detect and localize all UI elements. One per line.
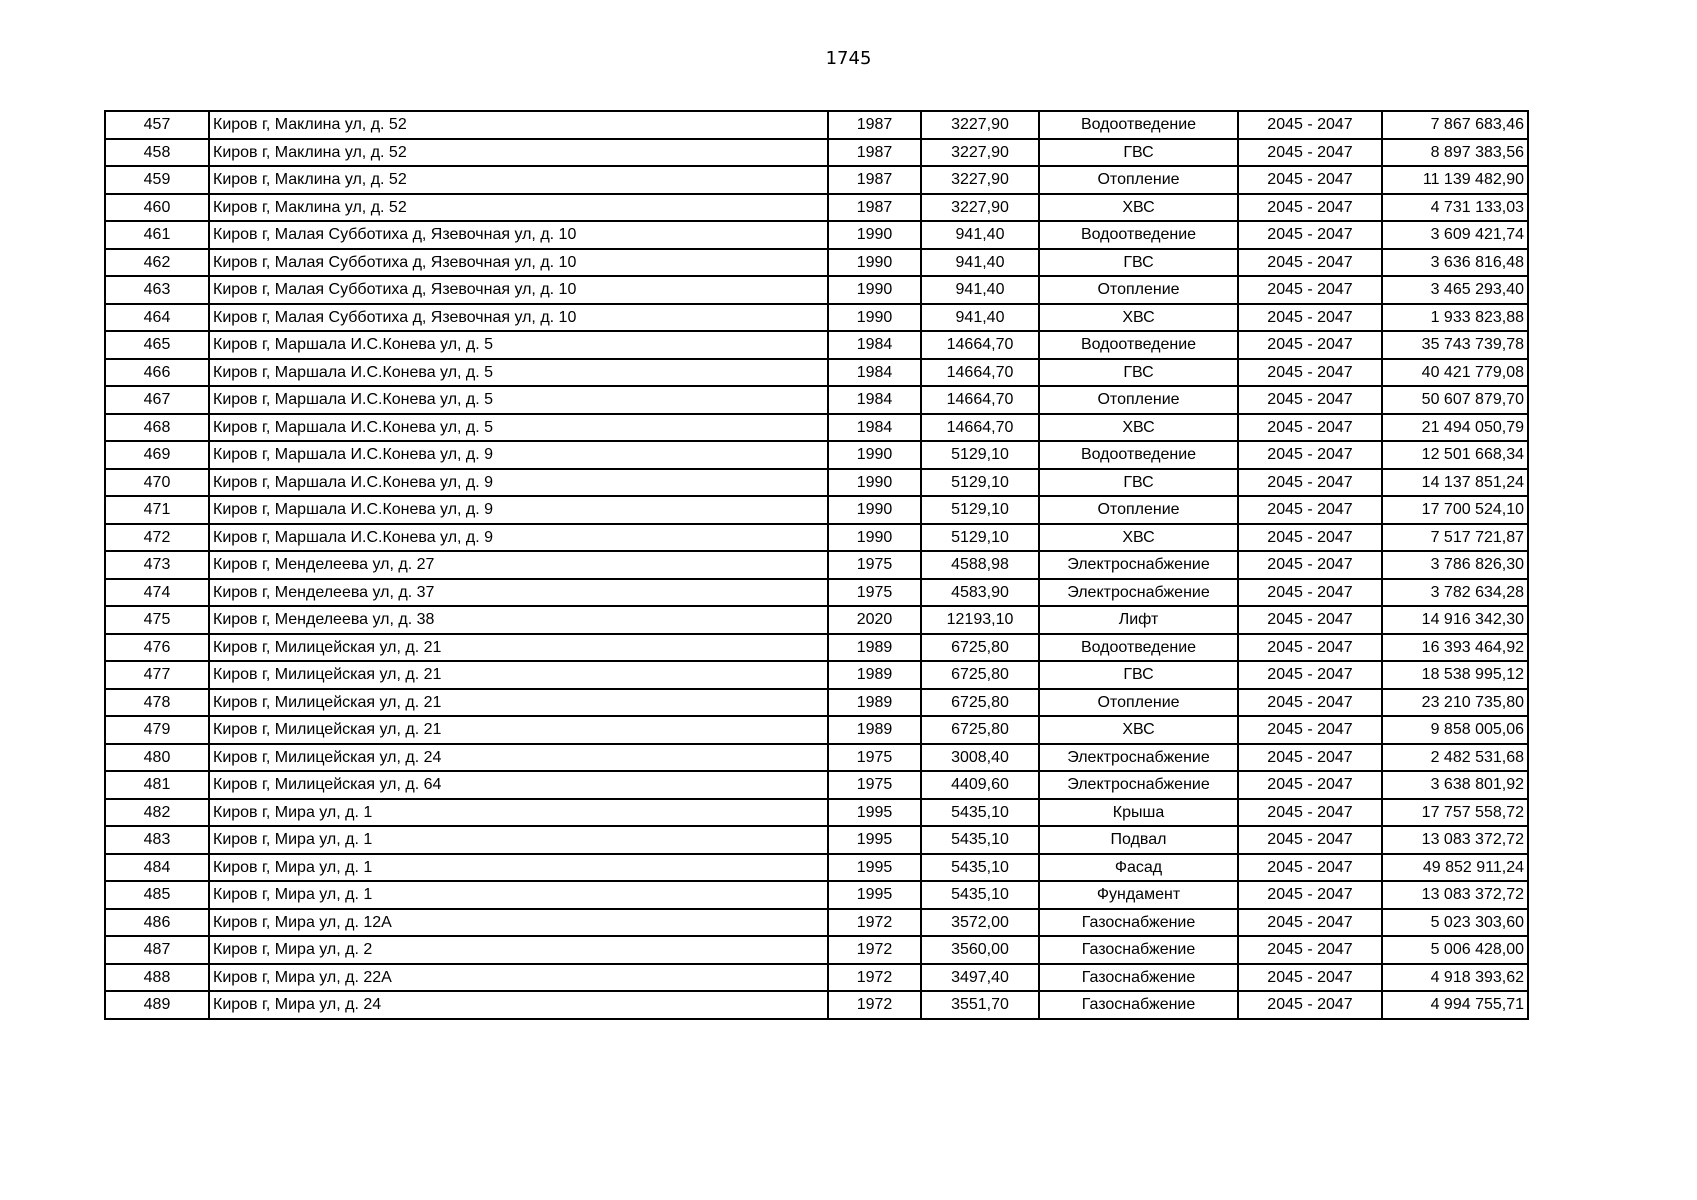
row-number-cell: 468	[105, 414, 209, 442]
address-cell: Киров г, Маклина ул, д. 52	[209, 111, 828, 139]
cost-cell: 16 393 464,92	[1382, 634, 1528, 662]
year-cell: 1995	[828, 881, 921, 909]
work-type-cell: ГВС	[1039, 661, 1238, 689]
area-cell: 14664,70	[921, 331, 1039, 359]
cost-cell: 5 006 428,00	[1382, 936, 1528, 964]
address-cell: Киров г, Маршала И.С.Конева ул, д. 9	[209, 524, 828, 552]
row-number-cell: 469	[105, 441, 209, 469]
table-row	[105, 771, 1528, 799]
period-cell: 2045 - 2047	[1238, 634, 1382, 662]
period-cell: 2045 - 2047	[1238, 936, 1382, 964]
row-number-cell: 487	[105, 936, 209, 964]
work-type-cell: Отопление	[1039, 386, 1238, 414]
year-cell: 1990	[828, 441, 921, 469]
area-cell: 14664,70	[921, 359, 1039, 387]
row-number-cell: 480	[105, 744, 209, 772]
work-type-cell: Фасад	[1039, 854, 1238, 882]
address-cell: Киров г, Мира ул, д. 22А	[209, 964, 828, 992]
area-cell: 3227,90	[921, 111, 1039, 139]
cost-cell: 3 609 421,74	[1382, 221, 1528, 249]
work-type-cell: Газоснабжение	[1039, 964, 1238, 992]
address-cell: Киров г, Маршала И.С.Конева ул, д. 9	[209, 496, 828, 524]
period-cell: 2045 - 2047	[1238, 441, 1382, 469]
row-number-cell: 483	[105, 826, 209, 854]
address-cell: Киров г, Маршала И.С.Конева ул, д. 9	[209, 441, 828, 469]
table-row	[105, 221, 1528, 249]
row-number-cell: 484	[105, 854, 209, 882]
address-cell: Киров г, Маршала И.С.Конева ул, д. 5	[209, 386, 828, 414]
cost-cell: 4 994 755,71	[1382, 991, 1528, 1019]
table-row	[105, 111, 1528, 139]
address-cell: Киров г, Маклина ул, д. 52	[209, 166, 828, 194]
work-type-cell: ГВС	[1039, 469, 1238, 497]
row-number-cell: 464	[105, 304, 209, 332]
cost-cell: 3 465 293,40	[1382, 276, 1528, 304]
period-cell: 2045 - 2047	[1238, 194, 1382, 222]
table-row	[105, 139, 1528, 167]
row-number-cell: 467	[105, 386, 209, 414]
address-cell: Киров г, Милицейская ул, д. 64	[209, 771, 828, 799]
cost-cell: 17 757 558,72	[1382, 799, 1528, 827]
year-cell: 2020	[828, 606, 921, 634]
area-cell: 5435,10	[921, 799, 1039, 827]
period-cell: 2045 - 2047	[1238, 469, 1382, 497]
area-cell: 5435,10	[921, 881, 1039, 909]
cost-cell: 4 918 393,62	[1382, 964, 1528, 992]
work-type-cell: Водоотведение	[1039, 634, 1238, 662]
year-cell: 1987	[828, 139, 921, 167]
table-row	[105, 634, 1528, 662]
work-type-cell: ХВС	[1039, 716, 1238, 744]
table-row	[105, 716, 1528, 744]
work-type-cell: Газоснабжение	[1039, 936, 1238, 964]
period-cell: 2045 - 2047	[1238, 304, 1382, 332]
area-cell: 4583,90	[921, 579, 1039, 607]
area-cell: 14664,70	[921, 414, 1039, 442]
area-cell: 6725,80	[921, 634, 1039, 662]
year-cell: 1989	[828, 634, 921, 662]
row-number-cell: 458	[105, 139, 209, 167]
cost-cell: 21 494 050,79	[1382, 414, 1528, 442]
work-type-cell: Фундамент	[1039, 881, 1238, 909]
area-cell: 5129,10	[921, 496, 1039, 524]
table-row	[105, 909, 1528, 937]
period-cell: 2045 - 2047	[1238, 276, 1382, 304]
area-cell: 3551,70	[921, 991, 1039, 1019]
year-cell: 1995	[828, 799, 921, 827]
year-cell: 1987	[828, 111, 921, 139]
period-cell: 2045 - 2047	[1238, 716, 1382, 744]
year-cell: 1972	[828, 964, 921, 992]
table-row	[105, 276, 1528, 304]
year-cell: 1975	[828, 771, 921, 799]
work-type-cell: Электроснабжение	[1039, 551, 1238, 579]
cost-cell: 11 139 482,90	[1382, 166, 1528, 194]
year-cell: 1990	[828, 469, 921, 497]
cost-cell: 3 782 634,28	[1382, 579, 1528, 607]
registry-table	[104, 110, 1529, 1020]
address-cell: Киров г, Мира ул, д. 1	[209, 854, 828, 882]
year-cell: 1972	[828, 936, 921, 964]
work-type-cell: Водоотведение	[1039, 331, 1238, 359]
period-cell: 2045 - 2047	[1238, 551, 1382, 579]
address-cell: Киров г, Малая Субботиха д, Язевочная ул, д. 10	[209, 304, 828, 332]
area-cell: 3227,90	[921, 139, 1039, 167]
year-cell: 1990	[828, 524, 921, 552]
year-cell: 1989	[828, 661, 921, 689]
row-number-cell: 478	[105, 689, 209, 717]
address-cell: Киров г, Маршала И.С.Конева ул, д. 5	[209, 414, 828, 442]
year-cell: 1989	[828, 716, 921, 744]
work-type-cell: ХВС	[1039, 194, 1238, 222]
address-cell: Киров г, Мира ул, д. 1	[209, 881, 828, 909]
page-number: 1745	[825, 48, 872, 69]
address-cell: Киров г, Мира ул, д. 12А	[209, 909, 828, 937]
area-cell: 5129,10	[921, 469, 1039, 497]
work-type-cell: Электроснабжение	[1039, 771, 1238, 799]
area-cell: 3497,40	[921, 964, 1039, 992]
year-cell: 1975	[828, 579, 921, 607]
year-cell: 1990	[828, 496, 921, 524]
cost-cell: 14 916 342,30	[1382, 606, 1528, 634]
period-cell: 2045 - 2047	[1238, 854, 1382, 882]
year-cell: 1987	[828, 166, 921, 194]
area-cell: 941,40	[921, 249, 1039, 277]
period-cell: 2045 - 2047	[1238, 606, 1382, 634]
table-row	[105, 331, 1528, 359]
cost-cell: 1 933 823,88	[1382, 304, 1528, 332]
table-row	[105, 661, 1528, 689]
cost-cell: 4 731 133,03	[1382, 194, 1528, 222]
address-cell: Киров г, Милицейская ул, д. 21	[209, 661, 828, 689]
period-cell: 2045 - 2047	[1238, 331, 1382, 359]
address-cell: Киров г, Малая Субботиха д, Язевочная ул, д. 10	[209, 249, 828, 277]
table-row	[105, 551, 1528, 579]
address-cell: Киров г, Маршала И.С.Конева ул, д. 5	[209, 359, 828, 387]
period-cell: 2045 - 2047	[1238, 799, 1382, 827]
period-cell: 2045 - 2047	[1238, 524, 1382, 552]
area-cell: 5435,10	[921, 826, 1039, 854]
year-cell: 1990	[828, 221, 921, 249]
address-cell: Киров г, Менделеева ул, д. 37	[209, 579, 828, 607]
area-cell: 12193,10	[921, 606, 1039, 634]
area-cell: 3227,90	[921, 166, 1039, 194]
row-number-cell: 479	[105, 716, 209, 744]
work-type-cell: Отопление	[1039, 166, 1238, 194]
period-cell: 2045 - 2047	[1238, 579, 1382, 607]
cost-cell: 5 023 303,60	[1382, 909, 1528, 937]
year-cell: 1995	[828, 826, 921, 854]
address-cell: Киров г, Малая Субботиха д, Язевочная ул, д. 10	[209, 221, 828, 249]
row-number-cell: 474	[105, 579, 209, 607]
year-cell: 1972	[828, 991, 921, 1019]
cost-cell: 17 700 524,10	[1382, 496, 1528, 524]
year-cell: 1984	[828, 386, 921, 414]
period-cell: 2045 - 2047	[1238, 249, 1382, 277]
area-cell: 3008,40	[921, 744, 1039, 772]
cost-cell: 35 743 739,78	[1382, 331, 1528, 359]
area-cell: 3572,00	[921, 909, 1039, 937]
period-cell: 2045 - 2047	[1238, 359, 1382, 387]
table-row	[105, 249, 1528, 277]
address-cell: Киров г, Маклина ул, д. 52	[209, 194, 828, 222]
row-number-cell: 486	[105, 909, 209, 937]
period-cell: 2045 - 2047	[1238, 826, 1382, 854]
table-row	[105, 744, 1528, 772]
address-cell: Киров г, Милицейская ул, д. 24	[209, 744, 828, 772]
cost-cell: 13 083 372,72	[1382, 826, 1528, 854]
area-cell: 941,40	[921, 276, 1039, 304]
address-cell: Киров г, Мира ул, д. 1	[209, 799, 828, 827]
address-cell: Киров г, Маршала И.С.Конева ул, д. 9	[209, 469, 828, 497]
year-cell: 1990	[828, 304, 921, 332]
work-type-cell: Водоотведение	[1039, 441, 1238, 469]
work-type-cell: Отопление	[1039, 689, 1238, 717]
row-number-cell: 481	[105, 771, 209, 799]
row-number-cell: 470	[105, 469, 209, 497]
work-type-cell: Крыша	[1039, 799, 1238, 827]
area-cell: 5129,10	[921, 524, 1039, 552]
period-cell: 2045 - 2047	[1238, 111, 1382, 139]
area-cell: 5435,10	[921, 854, 1039, 882]
address-cell: Киров г, Милицейская ул, д. 21	[209, 689, 828, 717]
cost-cell: 3 636 816,48	[1382, 249, 1528, 277]
address-cell: Киров г, Маршала И.С.Конева ул, д. 5	[209, 331, 828, 359]
work-type-cell: Водоотведение	[1039, 111, 1238, 139]
row-number-cell: 477	[105, 661, 209, 689]
work-type-cell: ГВС	[1039, 249, 1238, 277]
table-row	[105, 881, 1528, 909]
table-row	[105, 991, 1528, 1019]
table-row	[105, 606, 1528, 634]
row-number-cell: 476	[105, 634, 209, 662]
work-type-cell: Электроснабжение	[1039, 579, 1238, 607]
year-cell: 1984	[828, 414, 921, 442]
cost-cell: 40 421 779,08	[1382, 359, 1528, 387]
table-row	[105, 524, 1528, 552]
cost-cell: 12 501 668,34	[1382, 441, 1528, 469]
address-cell: Киров г, Мира ул, д. 1	[209, 826, 828, 854]
work-type-cell: Отопление	[1039, 496, 1238, 524]
period-cell: 2045 - 2047	[1238, 386, 1382, 414]
work-type-cell: ГВС	[1039, 139, 1238, 167]
row-number-cell: 463	[105, 276, 209, 304]
address-cell: Киров г, Менделеева ул, д. 27	[209, 551, 828, 579]
work-type-cell: Лифт	[1039, 606, 1238, 634]
row-number-cell: 488	[105, 964, 209, 992]
period-cell: 2045 - 2047	[1238, 166, 1382, 194]
address-cell: Киров г, Менделеева ул, д. 38	[209, 606, 828, 634]
address-cell: Киров г, Милицейская ул, д. 21	[209, 634, 828, 662]
address-cell: Киров г, Мира ул, д. 24	[209, 991, 828, 1019]
period-cell: 2045 - 2047	[1238, 689, 1382, 717]
area-cell: 6725,80	[921, 689, 1039, 717]
year-cell: 1990	[828, 249, 921, 277]
row-number-cell: 462	[105, 249, 209, 277]
table-row	[105, 359, 1528, 387]
period-cell: 2045 - 2047	[1238, 991, 1382, 1019]
cost-cell: 2 482 531,68	[1382, 744, 1528, 772]
work-type-cell: ХВС	[1039, 524, 1238, 552]
area-cell: 6725,80	[921, 716, 1039, 744]
work-type-cell: Электроснабжение	[1039, 744, 1238, 772]
area-cell: 941,40	[921, 221, 1039, 249]
row-number-cell: 482	[105, 799, 209, 827]
year-cell: 1990	[828, 276, 921, 304]
cost-cell: 3 786 826,30	[1382, 551, 1528, 579]
row-number-cell: 472	[105, 524, 209, 552]
period-cell: 2045 - 2047	[1238, 414, 1382, 442]
work-type-cell: Газоснабжение	[1039, 909, 1238, 937]
period-cell: 2045 - 2047	[1238, 661, 1382, 689]
area-cell: 5129,10	[921, 441, 1039, 469]
year-cell: 1972	[828, 909, 921, 937]
row-number-cell: 475	[105, 606, 209, 634]
row-number-cell: 485	[105, 881, 209, 909]
address-cell: Киров г, Мира ул, д. 2	[209, 936, 828, 964]
area-cell: 6725,80	[921, 661, 1039, 689]
table-row	[105, 936, 1528, 964]
year-cell: 1984	[828, 359, 921, 387]
table-row	[105, 469, 1528, 497]
address-cell: Киров г, Милицейская ул, д. 21	[209, 716, 828, 744]
area-cell: 3560,00	[921, 936, 1039, 964]
work-type-cell: ХВС	[1039, 414, 1238, 442]
table-row	[105, 194, 1528, 222]
cost-cell: 8 897 383,56	[1382, 139, 1528, 167]
table-row	[105, 799, 1528, 827]
period-cell: 2045 - 2047	[1238, 221, 1382, 249]
row-number-cell: 465	[105, 331, 209, 359]
cost-cell: 14 137 851,24	[1382, 469, 1528, 497]
work-type-cell: Отопление	[1039, 276, 1238, 304]
work-type-cell: Водоотведение	[1039, 221, 1238, 249]
table-row	[105, 441, 1528, 469]
table-row	[105, 964, 1528, 992]
area-cell: 3227,90	[921, 194, 1039, 222]
row-number-cell: 471	[105, 496, 209, 524]
period-cell: 2045 - 2047	[1238, 909, 1382, 937]
period-cell: 2045 - 2047	[1238, 744, 1382, 772]
table-row	[105, 414, 1528, 442]
row-number-cell: 489	[105, 991, 209, 1019]
table-row	[105, 689, 1528, 717]
cost-cell: 7 517 721,87	[1382, 524, 1528, 552]
area-cell: 14664,70	[921, 386, 1039, 414]
year-cell: 1975	[828, 744, 921, 772]
table-body	[105, 111, 1528, 1019]
period-cell: 2045 - 2047	[1238, 964, 1382, 992]
row-number-cell: 461	[105, 221, 209, 249]
year-cell: 1984	[828, 331, 921, 359]
cost-cell: 49 852 911,24	[1382, 854, 1528, 882]
row-number-cell: 473	[105, 551, 209, 579]
cost-cell: 7 867 683,46	[1382, 111, 1528, 139]
row-number-cell: 460	[105, 194, 209, 222]
table-row	[105, 386, 1528, 414]
period-cell: 2045 - 2047	[1238, 496, 1382, 524]
table-row	[105, 496, 1528, 524]
cost-cell: 9 858 005,06	[1382, 716, 1528, 744]
year-cell: 1995	[828, 854, 921, 882]
address-cell: Киров г, Маклина ул, д. 52	[209, 139, 828, 167]
table-row	[105, 854, 1528, 882]
row-number-cell: 457	[105, 111, 209, 139]
cost-cell: 18 538 995,12	[1382, 661, 1528, 689]
table-row	[105, 579, 1528, 607]
work-type-cell: Подвал	[1039, 826, 1238, 854]
area-cell: 941,40	[921, 304, 1039, 332]
area-cell: 4409,60	[921, 771, 1039, 799]
cost-cell: 50 607 879,70	[1382, 386, 1528, 414]
table-row	[105, 166, 1528, 194]
period-cell: 2045 - 2047	[1238, 771, 1382, 799]
row-number-cell: 466	[105, 359, 209, 387]
cost-cell: 23 210 735,80	[1382, 689, 1528, 717]
row-number-cell: 459	[105, 166, 209, 194]
work-type-cell: ГВС	[1039, 359, 1238, 387]
cost-cell: 13 083 372,72	[1382, 881, 1528, 909]
work-type-cell: ХВС	[1039, 304, 1238, 332]
year-cell: 1975	[828, 551, 921, 579]
table-row	[105, 304, 1528, 332]
year-cell: 1989	[828, 689, 921, 717]
period-cell: 2045 - 2047	[1238, 139, 1382, 167]
address-cell: Киров г, Малая Субботиха д, Язевочная ул, д. 10	[209, 276, 828, 304]
work-type-cell: Газоснабжение	[1039, 991, 1238, 1019]
cost-cell: 3 638 801,92	[1382, 771, 1528, 799]
area-cell: 4588,98	[921, 551, 1039, 579]
period-cell: 2045 - 2047	[1238, 881, 1382, 909]
table-row	[105, 826, 1528, 854]
year-cell: 1987	[828, 194, 921, 222]
